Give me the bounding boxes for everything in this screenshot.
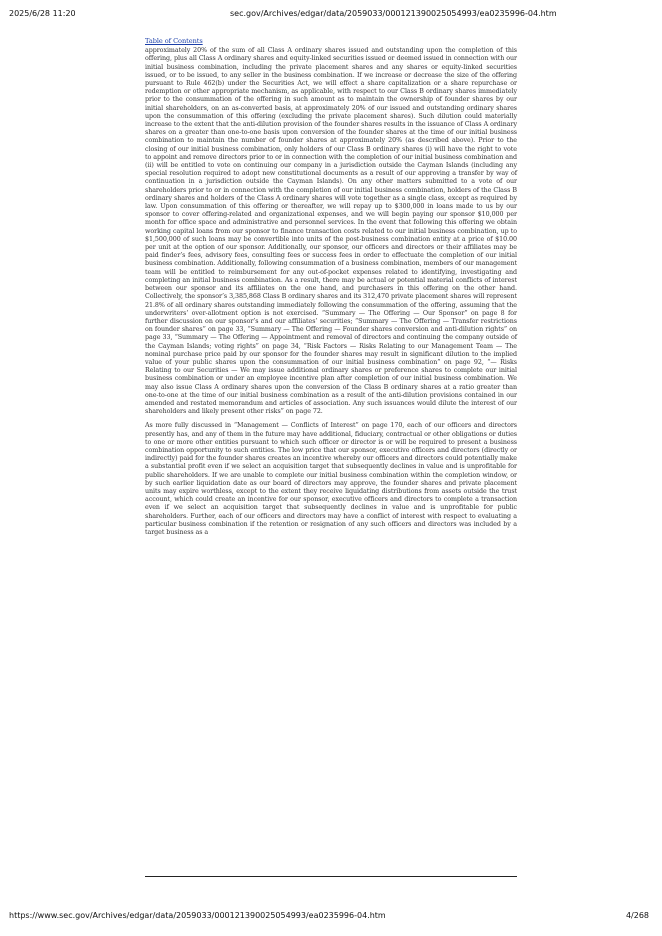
- table-of-contents-link[interactable]: Table of Contents: [145, 37, 203, 45]
- document-body: [145, 37, 517, 543]
- page-divider: [145, 876, 517, 877]
- paragraph-2: As more fully discussed in “Management — Conflicts of Interest” on page 170, each of our officers and directors presently has, and any of them in the future may have additional, fiduciary, contractual or other obligations or duties to one or more other entities pursuant to which such officer or director is or will be required to present a business combination opportunity to such entities. The low price that our sponsor, executive officers and directors (directly or indirectly) paid for the founder shares creates an incentive whereby our officers and directors could potentially make a substantial profit even if we select an acquisition target that subsequently declines in value and is unprofitable for public shareholders. If we are unable to complete our initial business combination within the completion window, or by such earlier liquidation date as our board of directors may approve, the founder shares and private placement units may expire worthless, except to the extent they receive liquidating distributions from assets outside the trust account, which could create an incentive for our sponsor, executive officers and directors to complete a transaction even if we select an acquisition target that subsequently declines in value and is unprofitable for public shareholders. Further, each of our officers and directors may have a conflict of interest with respect to evaluating a particular business combination if the retention or resignation of any such officers and directors was included by a target business as a: [145, 422, 517, 536]
- print-url: https://www.sec.gov/Archives/edgar/data/2059033/000121390025054993/ea0235996-04.htm: [9, 911, 386, 920]
- print-datetime: 2025/6/28 11:20: [9, 9, 76, 18]
- print-page-title: sec.gov/Archives/edgar/data/2059033/000121390025054993/ea0235996-04.htm: [230, 9, 557, 18]
- paragraph-1: approximately 20% of the sum of all Class A ordinary shares issued and outstanding upon the completion of this offering, plus all Class A ordinary shares and equity-linked securities issued or deemed issued in connection with our initial business combination, including the private placement shares and any shares or equity-linked securities issued, or to be issued, to any seller in the business combination. If we increase or decrease the size of the offering pursuant to Rule 462(b) under the Securities Act, we will effect a share capitalization or a share repurchase or redemption or other appropriate mechanism, as applicable, with respect to our Class B ordinary shares immediately prior to the consummation of the offering in such amount as to maintain the ownership of founder shares by our initial shareholders, on an as-converted basis, at approximately 20% of our issued and outstanding ordinary shares upon the consummation of this offering (excluding the private placement shares). Such dilution could materially increase to the extent that the anti-dilution provision of the founder shares results in the issuance of Class A ordinary shares on a greater than one-to-one basis upon conversion of the founder shares at the time of our initial business combination to maintain the number of founder shares at approximately 20% (as described above). Prior to the closing of our initial business combination, only holders of our Class B ordinary shares (i) will have the right to vote to appoint and remove directors prior to or in connection with the completion of our initial business combination and (ii) will be entitled to vote on continuing our company in a jurisdiction outside the Cayman Islands (including any special resolution required to adopt new constitutional documents as a result of our approving a transfer by way of continuation in a jurisdiction outside the Cayman Islands). On any other matters submitted to a vote of our shareholders prior to or in connection with the completion of our initial business combination, holders of the Class B ordinary shares and holders of the Class A ordinary shares will vote together as a single class, except as required by law. Upon consummation of this offering or thereafter, we will repay up to $300,000 in loans made to us by our sponsor to cover offering-related and organizational expenses, and we will begin paying our sponsor $10,000 per month for office space and administrative and personnel services. In the event that following this offering we obtain working capital loans from our sponsor to finance transaction costs related to our initial business combination, up to $1,500,000 of such loans may be convertible into units of the post-business combination entity at a price of $10.00 per unit at the option of our sponsor. Additionally, our sponsor, our officers and directors or their affiliates may be paid finder’s fees, advisory fees, consulting fees or success fees in order to effectuate the completion of our initial business combination. Additionally, following consummation of a business combination, members of our management team will be entitled to reimbursement for any out-of-pocket expenses related to identifying, investigating and completing an initial business combination. As a result, there may be actual or potential material conflicts of interest between our sponsor and its affiliates on the one hand, and purchasers in this offering on the other hand. Collectively, the sponsor’s 3,385,868 Class B ordinary shares and its 312,470 private placement shares will represent 21.8% of all ordinary shares outstanding immediately following the consummation of the offering, assuming that the underwriters’ over-allotment option is not exercised. “Summary — The Offering — Our Sponsor” on page 8 for further discussion on our sponsor’s and our affiliates’ securities; “Summary — The Offering — Transfer restrictions on founder shares” on page 33, “Summary — The Offering — Founder shares conversion and anti-dilution rights” on page 33, “Summary — The Offering — Appointment and removal of directors and continuing the company outside of the Cayman Islands; voting rights” on page 34, “Risk Factors — Risks Relating to our Management Team — The nominal purchase price paid by our sponsor for the founder shares may result in significant dilution to the implied value of your public shares upon the consummation of our initial business combination” on page 92, “— Risks Relating to our Securities — We may issue additional ordinary shares or preference shares to complete our initial business combination or under an employee incentive plan after completion of our initial business combination. We may also issue Class A ordinary shares upon the conversion of the Class B ordinary shares at a ratio greater than one-to-one at the time of our initial business combination as a result of the anti-dilution provisions contained in our amended and restated memorandum and articles of association. Any such issuances would dilute the interest of our shareholders and likely present other risks” on page 72.: [145, 47, 517, 416]
- print-footer: [9, 911, 653, 923]
- print-header: [9, 9, 653, 21]
- print-page-indicator: 4/268: [625, 911, 649, 920]
